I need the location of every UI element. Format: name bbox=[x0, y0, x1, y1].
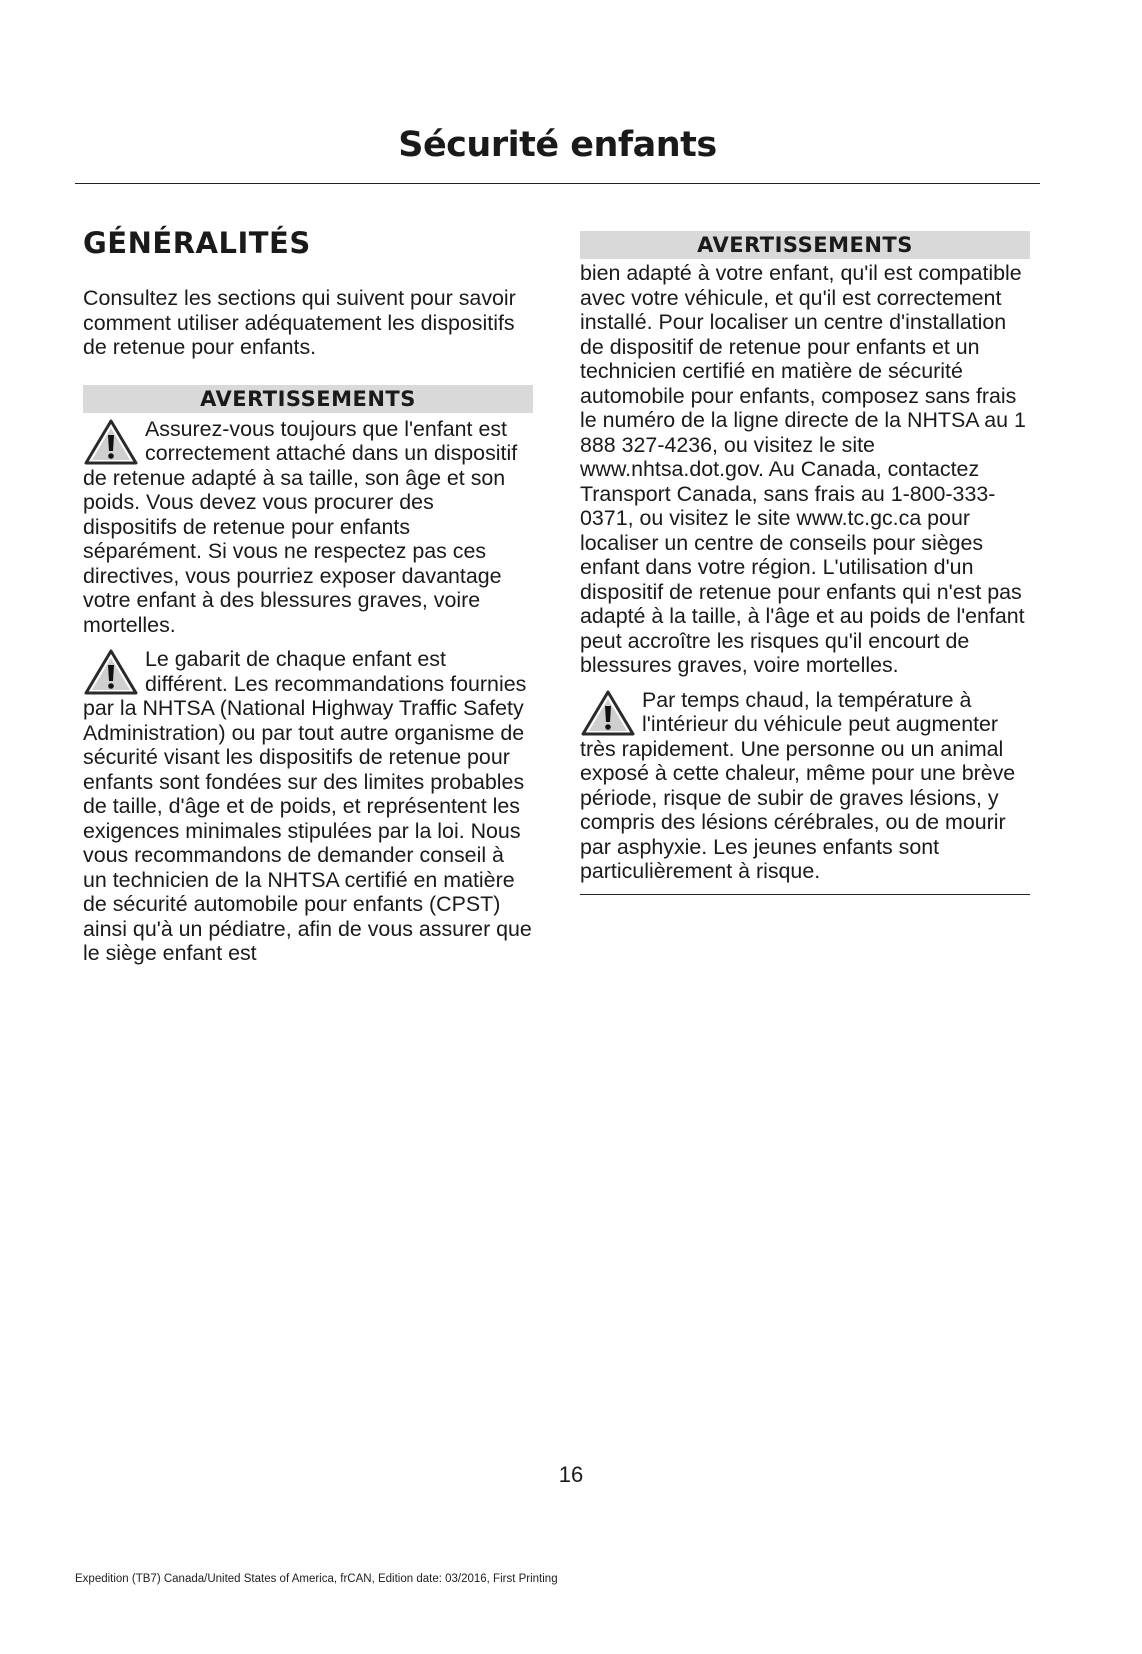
warning-text: Le gabarit de chaque enfant est différent. Les recommandations fournies par la NHTSA (National Highway Traffic Safety Administration) ou par tout autre organisme de sécurité visant les dispositifs de retenue pour enfants sont fondées sur des limites probables de taille, d'âge et de poids, et représentent les exigences minimales stipulées par la loi. Nous vous recommandons de demander conseil à un technicien de la NHTSA certifié en matière de sécurité automobile pour enfants (CPST) ainsi qu'à un pédiatre, afin de vous assurer que le siège enfant est bbox=[83, 647, 532, 965]
section-heading: GÉNÉRALITÉS bbox=[83, 226, 311, 260]
warning-text: Par temps chaud, la température à l'intérieur du véhicule peut augmenter très rapidement. Une personne ou un animal exposé à cette chaleur, même pour une brève période, risque de subir de graves lésions, y compris des lésions cérébrales, ou de mourir par asphyxie. Les jeunes enfants sont particulièrement à risque. bbox=[580, 687, 1016, 883]
page-title: Sécurité enfants bbox=[398, 125, 717, 165]
right-column bbox=[580, 231, 1030, 895]
page-number: 16 bbox=[558, 1462, 584, 1487]
warning-triangle-icon bbox=[580, 689, 636, 737]
header-divider bbox=[75, 183, 1040, 184]
warning-triangle-icon bbox=[83, 418, 139, 466]
warnings-header: AVERTISSEMENTS bbox=[580, 231, 1030, 259]
warnings-header: AVERTISSEMENTS bbox=[83, 385, 533, 413]
warning-continuation: bien adapté à votre enfant, qu'il est compatible avec votre véhicule, et qu'il est correctement installé. Pour localiser un centre d'installation de dispositif de retenue pour enfants et un technicien certifié en matière de sécurité automobile pour enfants, composez sans frais le numéro de la ligne directe de la NHTSA au 1 888 327-4236, ou visitez le site www.nhtsa.dot.gov. Au Canada, contactez Transport Canada, sans frais au 1-800-333-0371, ou visitez le site www.tc.gc.ca pour localiser un centre de conseils pour sièges enfant dans votre région. L'utilisation d'un dispositif de retenue pour enfants qui n'est pas adapté à la taille, à l'âge et au poids de l'enfant peut accroître les risques qu'il encourt de blessures graves, voire mortelles. bbox=[580, 261, 1026, 677]
warning-block bbox=[580, 688, 1030, 884]
warning-block bbox=[83, 417, 533, 638]
warnings-end-divider bbox=[580, 894, 1030, 895]
warning-triangle-icon bbox=[83, 648, 139, 696]
warning-block bbox=[83, 647, 533, 966]
footer-edition: Expedition (TB7) Canada/United States of America, frCAN, Edition date: 03/2016, First Printing bbox=[75, 1573, 558, 1585]
left-column bbox=[83, 226, 533, 976]
intro-paragraph: Consultez les sections qui suivent pour savoir comment utiliser adéquatement les dispositifs de retenue pour enfants. bbox=[83, 286, 516, 359]
warning-text: Assurez-vous toujours que l'enfant est correctement attaché dans un dispositif de retenue adapté à sa taille, son âge et son poids. Vous devez vous procurer des dispositifs de retenue pour enfants séparément. Si vous ne respectez pas ces directives, vous pourriez exposer davantage votre enfant à des blessures graves, voire mortelles. bbox=[83, 416, 518, 637]
